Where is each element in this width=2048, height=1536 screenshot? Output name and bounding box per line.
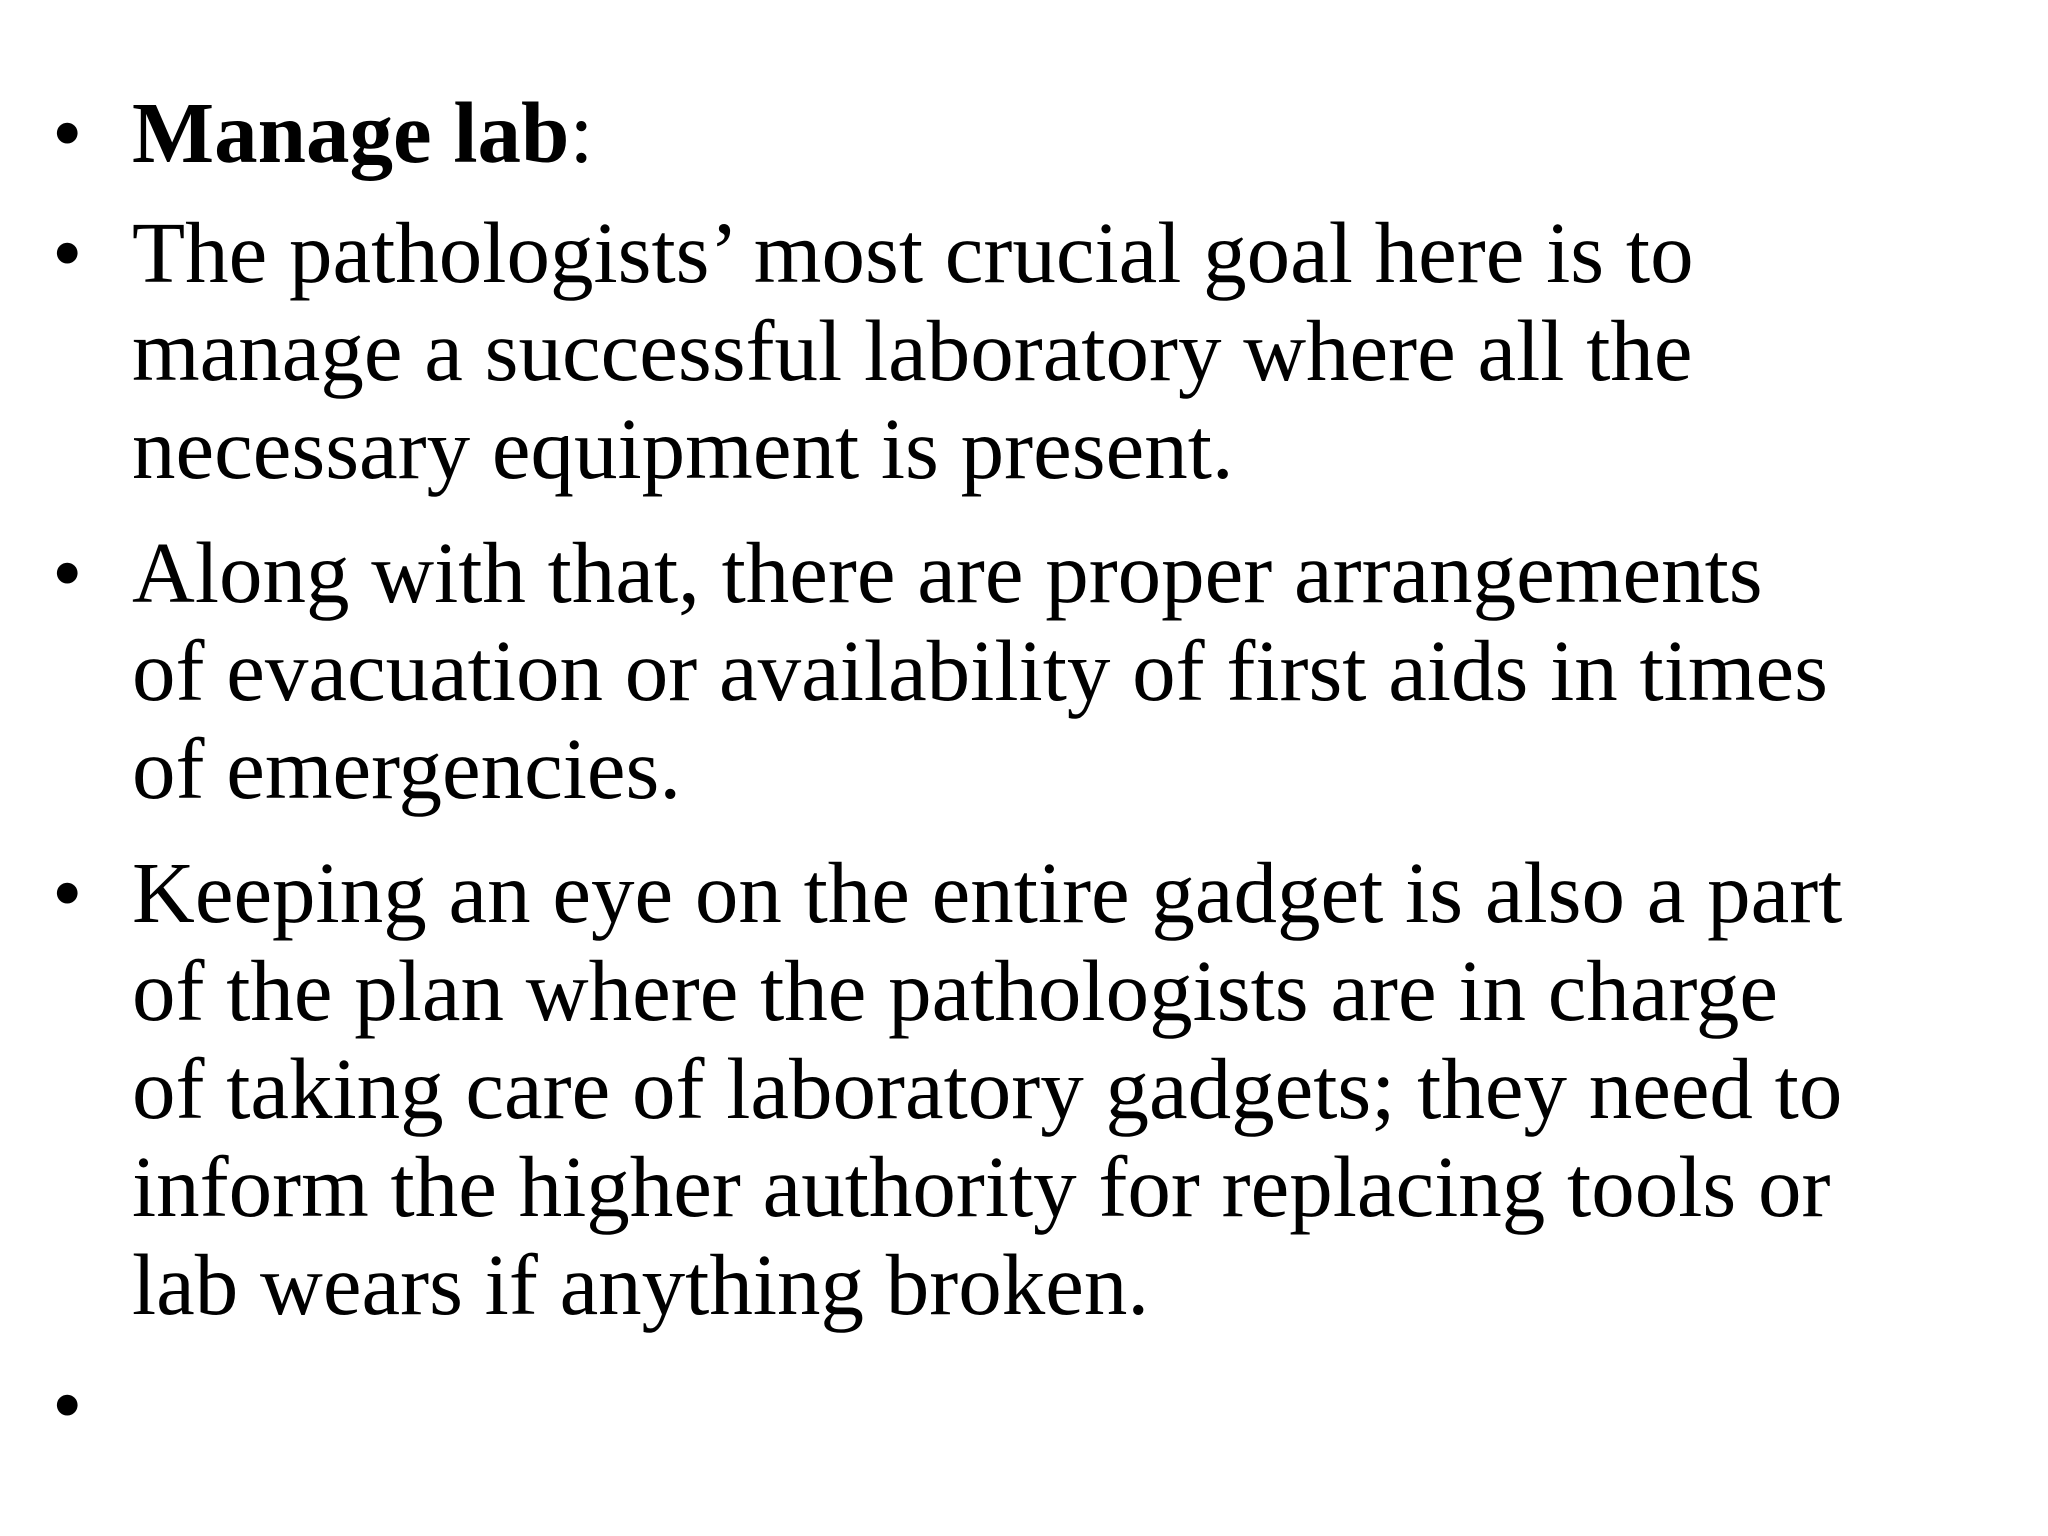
bullet-icon: • [52, 204, 83, 301]
heading-text: Manage lab [132, 84, 570, 181]
heading-suffix: : [569, 84, 594, 181]
list-item-text: Along with that, there are proper arrangements of evacuation or availability of first aids in times of emergencies. [132, 524, 1829, 817]
list-item-text: The pathologists’ most crucial goal here is to manage a successful laboratory where all the necessary equipment is present. [132, 204, 1694, 497]
bullet-icon: • [52, 524, 83, 621]
list-item-text [132, 84, 2012, 182]
bullet-icon: • [52, 844, 83, 941]
bullet-icon: • [52, 84, 83, 181]
bullet-icon: • [52, 1356, 83, 1453]
list-item-text: Keeping an eye on the entire gadget is also a part of the plan where the pathologists are in charge of taking care of laboratory gadgets; they need to inform the higher authority for replacing tools or lab wears if anything broken. [132, 844, 1843, 1333]
